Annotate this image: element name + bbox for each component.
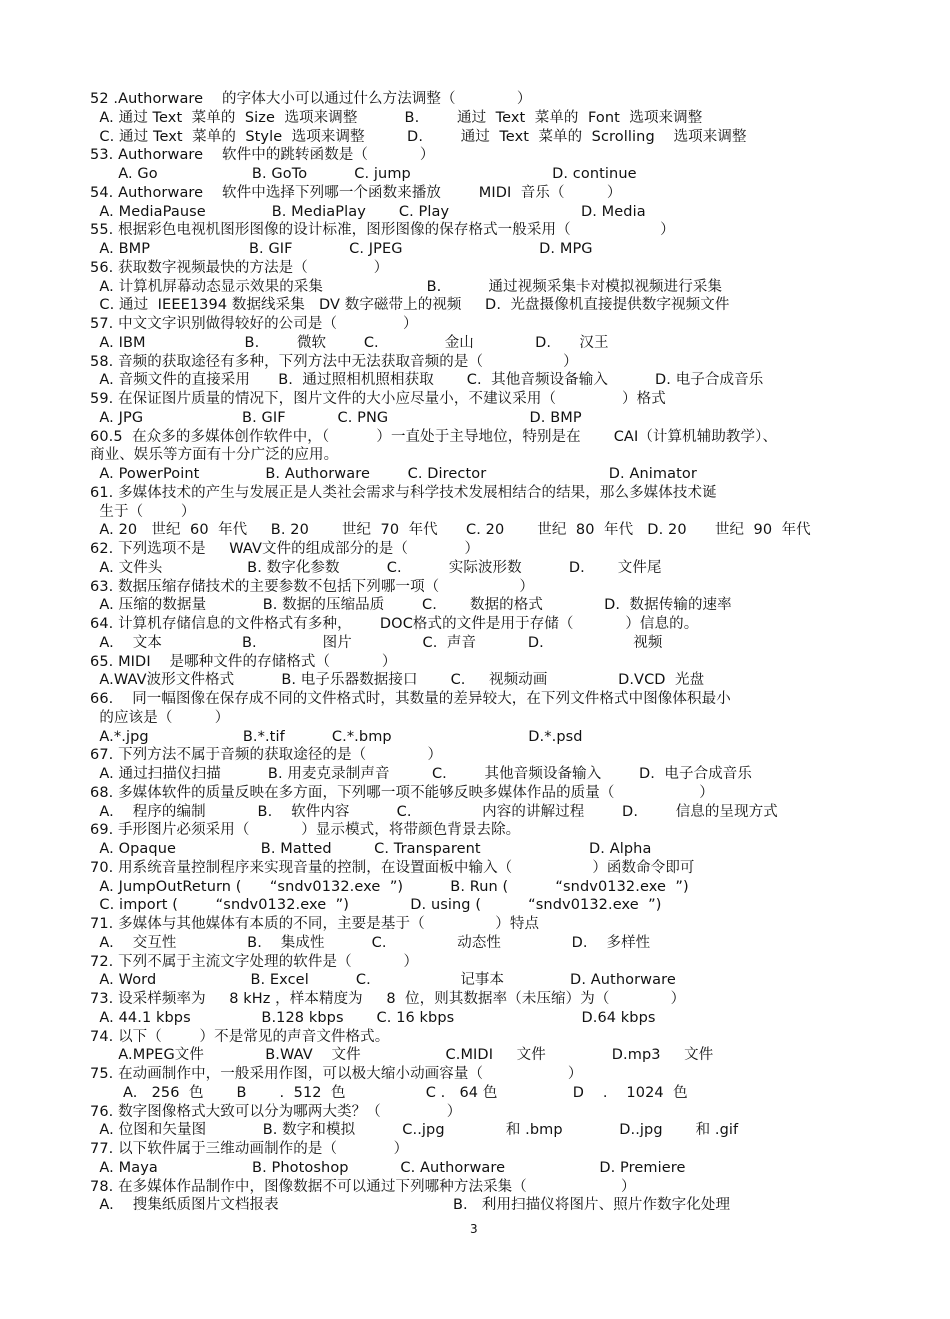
- text-line: 77. 以下软件属于三维动画制作的是（ ）: [90, 1141, 409, 1157]
- text-line: 72. 下列不属于主流文字处理的软件是（ ）: [90, 953, 419, 970]
- text-line: 54. Authorware 软件中选择下列哪一个函数来播放 MIDI 音乐（ ）: [90, 184, 622, 201]
- text-line: A. BMP B. GIF C. JPEG D. MPG: [90, 241, 593, 257]
- text-line: C. 通过 Text 菜单的 Style 选项来调整 D. 通过 Text 菜单的 Scrolling 选项来调整: [90, 128, 747, 145]
- text-line: 70. 用系统音量控制程序来实现音量的控制，在设置面板中输入（ ）函数命令即可: [90, 859, 695, 876]
- text-line: 57. 中文文字识别做得较好的公司是（ ）: [90, 316, 418, 332]
- text-line: A.WAV波形文件格式 B. 电子乐器数据接口 C. 视频动画 D.VCD 光盘: [90, 672, 705, 689]
- text-line: 65. MIDI 是哪种文件的存储格式（ ）: [90, 653, 397, 670]
- text-line: 69. 手形图片必须采用（ ）显示模式，将带颜色背景去除。: [90, 822, 521, 839]
- text-line: A. 搜集纸质图片文档报表 B. 利用扫描仪将图片、照片作数字化处理: [90, 1197, 731, 1214]
- text-line: 68. 多媒体软件的质量反映在多方面，下列哪一项不能够反映多媒体作品的质量（ ）: [90, 784, 714, 801]
- text-line: 66. 同一幅图像在保存成不同的文件格式时，其数量的差异较大，在下列文件格式中图像体积最小: [90, 691, 731, 707]
- text-line: 商业、娱乐等方面有十分广泛的应用。: [90, 447, 339, 464]
- text-line: A. IBM B. 微软 C. 金山 D. 汉王: [90, 334, 609, 351]
- text-line: 61. 多媒体技术的产生与发展正是人类社会需求与科学技术发展相结合的结果，那么多媒体技术诞: [90, 484, 717, 501]
- text-line: 55. 根据彩色电视机图形图像的设计标准，图形图像的保存格式一般采用（ ）: [90, 222, 675, 239]
- text-line: 生于（ ）: [90, 503, 196, 520]
- text-line: A. Go B. GoTo C. jump D. continue: [90, 166, 637, 182]
- text-line: 58. 音频的获取途径有多种，下列方法中无法获取音频的是（ ）: [90, 353, 578, 370]
- text-line: A. MediaPause B. MediaPlay C. Play D. Media: [90, 203, 646, 220]
- text-line: A. Maya B. Photoshop C. Authorware D. Premiere: [90, 1159, 686, 1176]
- text-line: 的应该是（ ）: [90, 709, 230, 726]
- text-line: 53. Authorware 软件中的跳转函数是（ ）: [90, 147, 435, 164]
- text-line: A. 压缩的数据量 B. 数据的压缩品质 C. 数据的格式 D. 数据传输的速率: [90, 597, 732, 614]
- text-line: 76. 数字图像格式大致可以分为哪两大类？（ ）: [90, 1103, 462, 1120]
- text-line: 74. 以下（ ）不是常见的声音文件格式。: [90, 1028, 390, 1045]
- text-line: A. PowerPoint B. Authorware C. Director D. Animator: [90, 466, 697, 482]
- text-line: A. 文件头 B. 数字化参数 C. 实际波形数 D. 文件尾: [90, 559, 662, 576]
- text-line: C. 通过 IEEE1394 数据线采集 DV 数字磁带上的视频 D. 光盘摄像机直接提供数字视频文件: [90, 297, 730, 314]
- text-line: C. import ( “sndv0132.exe ”) D. using ( “sndv0132.exe ”): [90, 897, 662, 914]
- text-line: 59. 在保证图片质量的情况下，图片文件的大小应尽量小，不建议采用（ ）格式: [90, 391, 666, 407]
- text-line: 67. 下列方法不属于音频的获取途径的是（ ）: [90, 747, 443, 764]
- text-line: A. 交互性 B. 集成性 C. 动态性 D. 多样性: [90, 934, 651, 951]
- text-line: A. Word B. Excel C. 记事本 D. Authorware: [90, 972, 676, 989]
- text-line: A. 计算机屏幕动态显示效果的采集 B. 通过视频采集卡对模拟视频进行采集: [90, 278, 723, 295]
- text-line: 63. 数据压缩存储技术的主要参数不包括下列哪一项（ ）: [90, 578, 534, 595]
- text-line: A. 程序的编制 B. 软件内容 C. 内容的讲解过程 D. 信息的呈现方式: [90, 803, 778, 820]
- page-number: 3: [470, 1222, 478, 1236]
- text-line: A. 20 世纪 60 年代 B. 20 世纪 70 年代 C. 20 世纪 80 年代 D. 20 世纪 90 年代: [90, 522, 811, 539]
- text-line: 78. 在多媒体作品制作中，图像数据不可以通过下列哪种方法采集（ ）: [90, 1178, 636, 1195]
- text-line: 56. 获取数字视频最快的方法是（ ）: [90, 259, 389, 276]
- text-line: 62. 下列选项不是 WAV文件的组成部分的是（ ）: [90, 541, 480, 557]
- text-line: A. 通过 Text 菜单的 Size 选项来调整 B. 通过 Text 菜单的 Font 选项来调整: [90, 109, 703, 126]
- text-line: 64. 计算机存储信息的文件格式有多种， DOC格式的文件是用于存储（ ）信息的。: [90, 616, 699, 632]
- text-line: 60.5 在众多的多媒体创作软件中，（ ）一直处于主导地位，特别是在 CAI（计算机辅助教学）、: [90, 428, 778, 445]
- text-line: 52 .Authorware 的字体大小可以通过什么方法调整（ ）: [90, 91, 532, 107]
- text-line: A. 256 色 B . 512 色 C . 64 色 D . 1024 色: [90, 1084, 688, 1101]
- text-line: A. 位图和矢量图 B. 数字和模拟 C..jpg 和 .bmp D..jpg 和 .gif: [90, 1122, 739, 1139]
- text-line: A. JPG B. GIF C. PNG D. BMP: [90, 409, 582, 426]
- text-line: A. Opaque B. Matted C. Transparent D. Alpha: [90, 841, 652, 857]
- text-line: A. 音频文件的直接采用 B. 通过照相机照相获取 C. 其他音频设备输入 D. 电子合成音乐: [90, 372, 764, 389]
- text-line: A. 文本 B. 图片 C. 声音 D. 视频: [90, 634, 663, 651]
- text-line: A. 通过扫描仪扫描 B. 用麦克录制声音 C. 其他音频设备输入 D. 电子合成音乐: [90, 766, 753, 782]
- text-line: A. JumpOutReturn ( “sndv0132.exe ”) B. Run ( “sndv0132.exe ”): [90, 878, 689, 895]
- text-line: A.MPEG文件 B.WAV 文件 C.MIDI 文件 D.mp3 文件: [90, 1047, 714, 1064]
- text-line: 73. 设采样频率为 8 kHz ，样本精度为 8 位，则其数据率（未压缩）为（ ）: [90, 991, 686, 1007]
- text-line: A. 44.1 kbps B.128 kbps C. 16 kbps D.64 kbps: [90, 1009, 656, 1026]
- text-line: 71. 多媒体与其他媒体有本质的不同，主要是基于（ ）特点: [90, 916, 540, 932]
- text-line: 75. 在动画制作中，一般采用作图，可以极大缩小动画容量（ ）: [90, 1066, 583, 1082]
- text-line: A.*.jpg B.*.tif C.*.bmp D.*.psd: [90, 728, 583, 745]
